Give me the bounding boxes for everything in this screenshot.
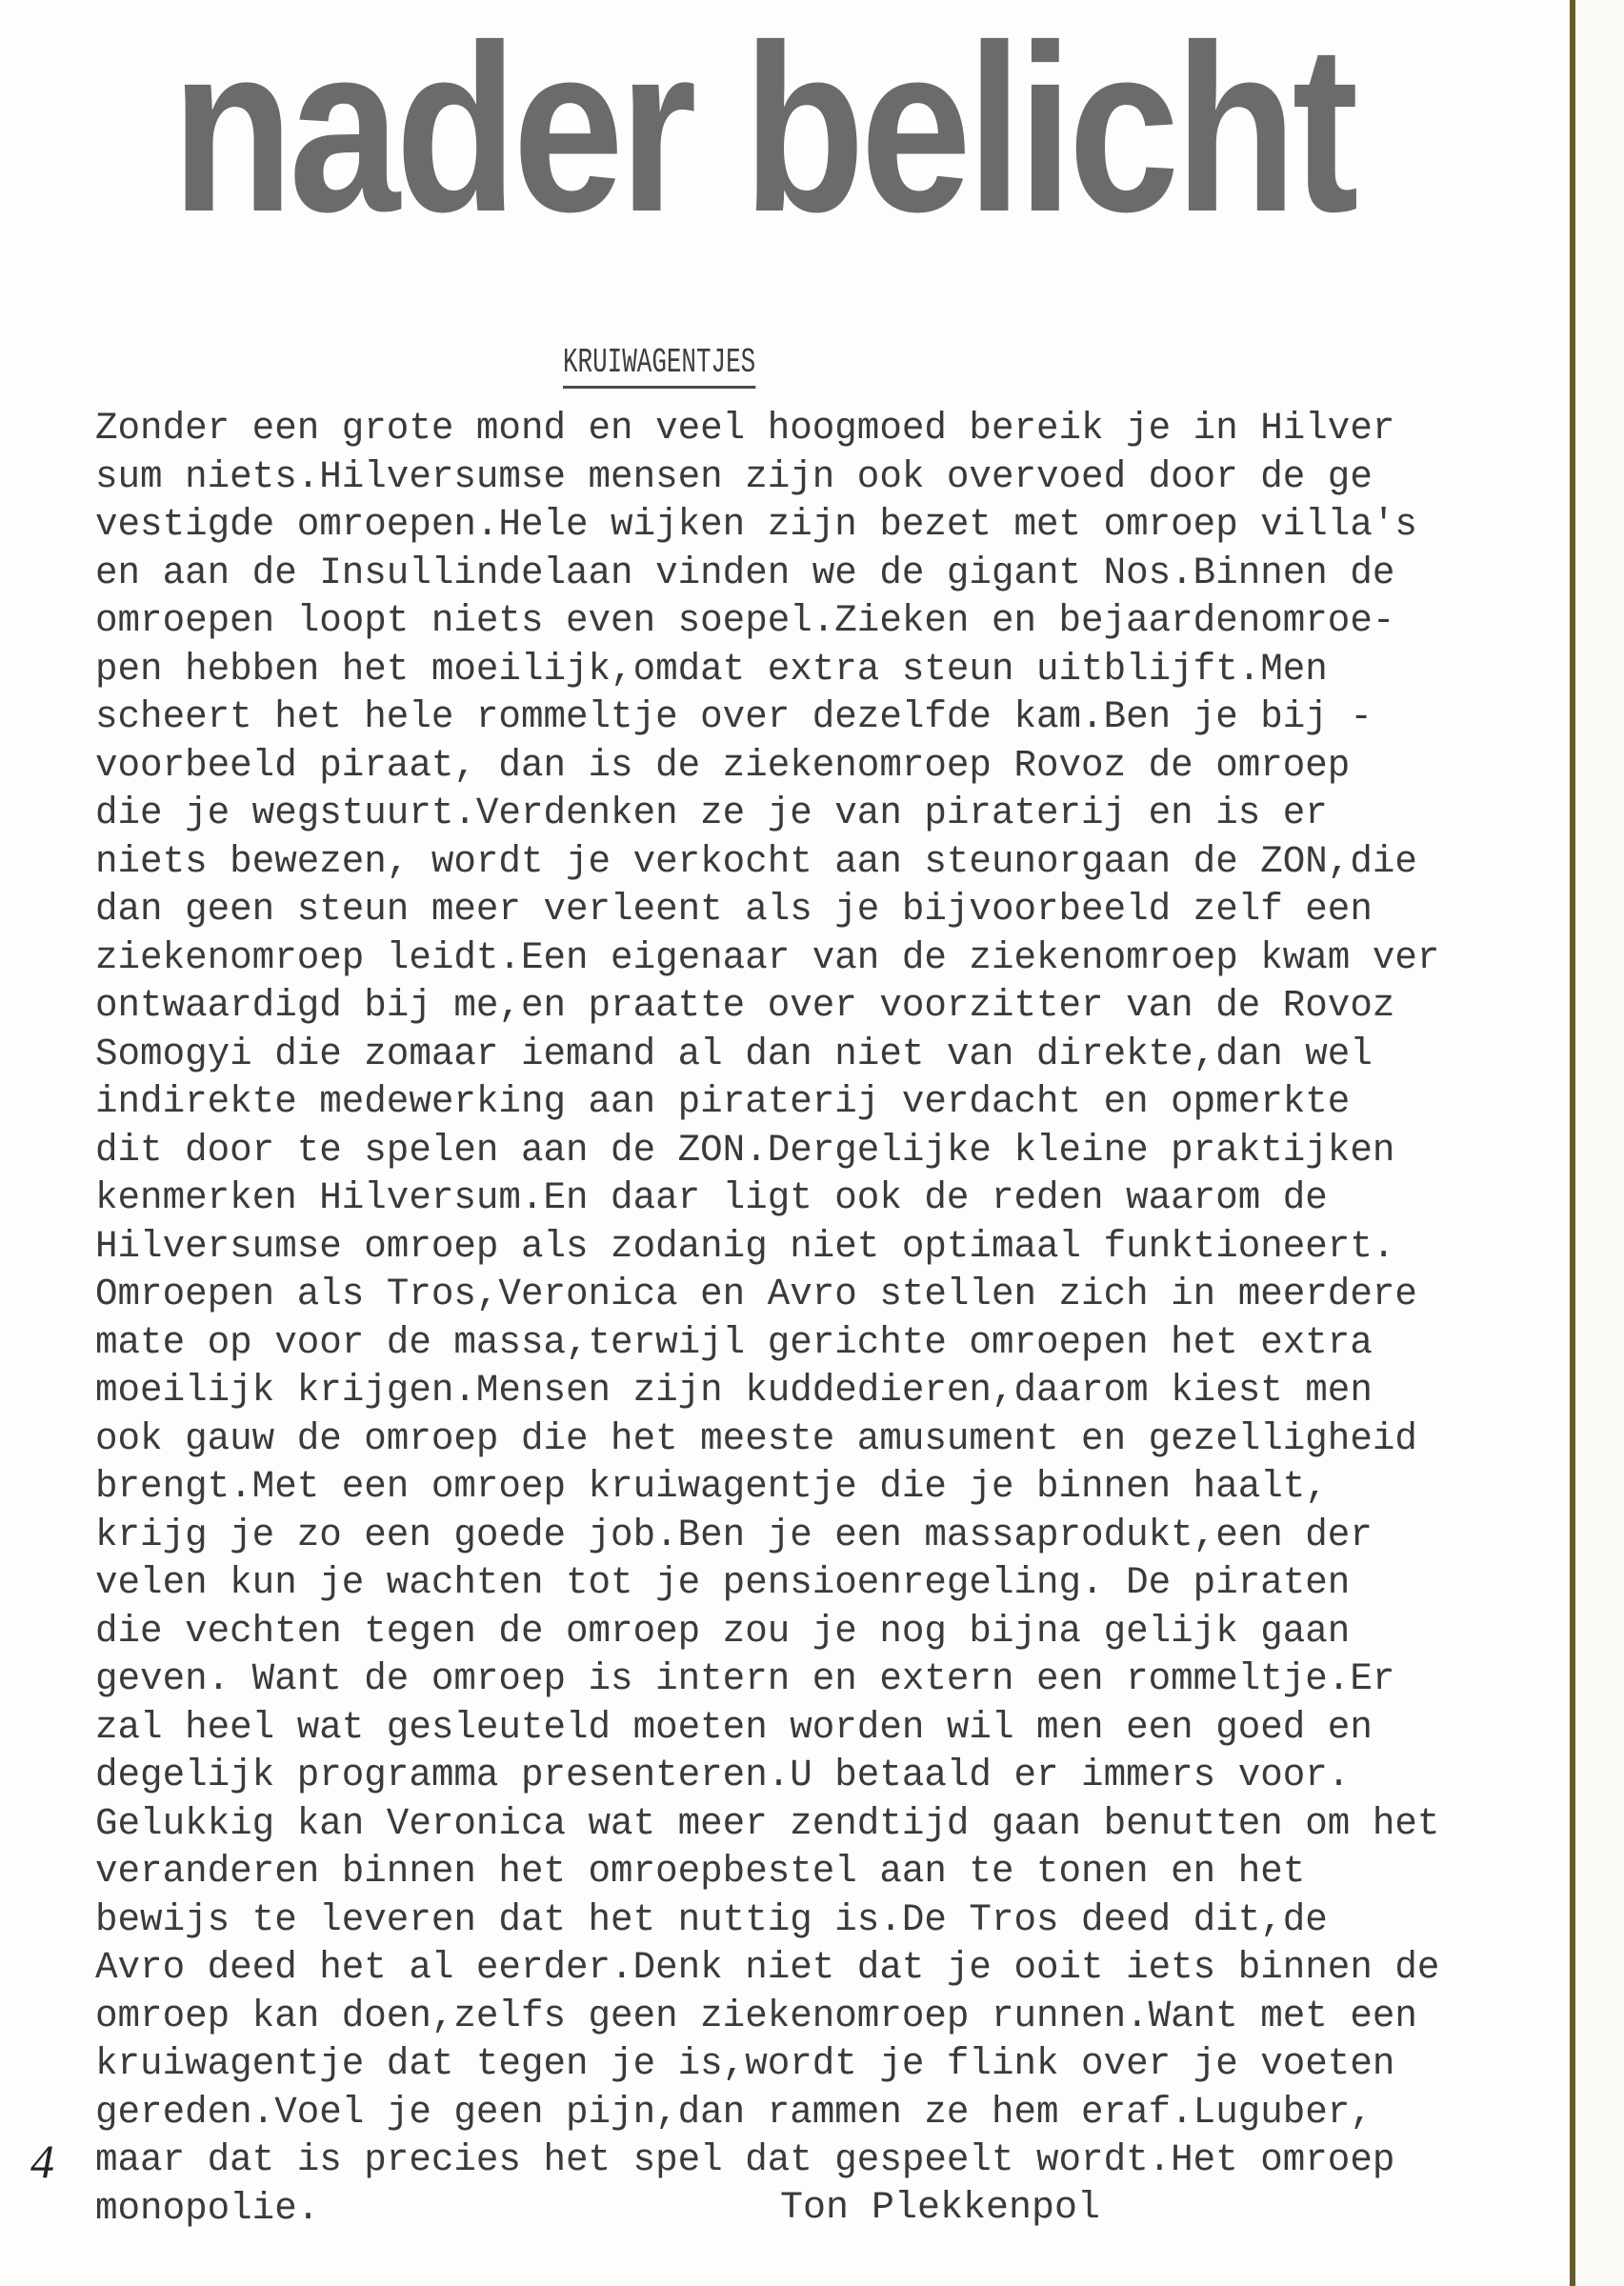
article-line: gereden.Voel je geen pijn,dan rammen ze hem eraf.Luguber, [95, 2091, 1373, 2135]
article-line: bewijs te leveren dat het nuttig is.De Tros deed dit,de [95, 1898, 1328, 1942]
article-line: Omroepen als Tros,Veronica en Avro stellen zich in meerdere [95, 1273, 1417, 1316]
article-line: maar dat is precies het spel dat gespeelt wordt.Het omroep [95, 2139, 1395, 2182]
article-line: Avro deed het al eerder.Denk niet dat je ooit iets binnen de [95, 1947, 1440, 1990]
article-line: kruiwagentje dat tegen je is,wordt je flink over je voeten [95, 2043, 1395, 2086]
article-line: voorbeeld piraat, dan is de ziekenomroep Rovoz de omroep [95, 744, 1351, 788]
article-line: moeilijk krijgen.Mensen zijn kuddedieren,daarom kiest men [95, 1370, 1373, 1413]
masthead-title: nader belicht [171, 0, 1354, 261]
article-author: Ton Plekkenpol [780, 2187, 1101, 2230]
article-line: Hilversumse omroep als zodanig niet optimaal funktioneert. [95, 1225, 1395, 1269]
article-line: geven. Want de omroep is intern en extern een rommeltje.Er [95, 1658, 1395, 1701]
article-line: mate op voor de massa,terwijl gerichte omroepen het extra [95, 1321, 1373, 1365]
page-number: 4 [30, 2135, 54, 2188]
article-line: pen hebben het moeilijk,omdat extra steun uitblijft.Men [95, 648, 1328, 692]
article-line: dit door te spelen aan de ZON.Dergelijke kleine praktijken [95, 1129, 1395, 1173]
article-line: kenmerken Hilversum.En daar ligt ook de reden waarom de [95, 1177, 1328, 1220]
article-line: monopolie. [95, 2187, 320, 2231]
article-line: degelijk programma presenteren.U betaald er immers voor. [95, 1755, 1351, 1797]
article-line: sum niets.Hilversumse mensen zijn ook overvoed door de ge [95, 455, 1373, 499]
article-line: vestigde omroepen.Hele wijken zijn bezet met omroep villa's [95, 504, 1417, 547]
article-line: Zonder een grote mond en veel hoogmoed bereik je in Hilver [95, 408, 1395, 451]
article-line: niets bewezen, wordt je verkocht aan steunorgaan de ZON,die [95, 840, 1417, 884]
article-line: velen kun je wachten tot je pensioenregeling. De piraten [95, 1562, 1351, 1605]
article-line: veranderen binnen het omroepbestel aan te tonen en het [95, 1851, 1306, 1894]
article-line: en aan de Insullindelaan vinden we de gigant Nos.Binnen de [95, 551, 1395, 595]
article-line: Somogyi die zomaar iemand al dan niet van direkte,dan wel [95, 1033, 1373, 1076]
article-line: die je wegstuurt.Verdenken ze je van piraterij en is er [95, 792, 1328, 835]
article-line: omroep kan doen,zelfs geen ziekenomroep runnen.Want met een [95, 1995, 1417, 2038]
article-line: brengt.Met een omroep kruiwagentje die je binnen haalt, [95, 1466, 1328, 1509]
article-line: ook gauw de omroep die het meeste amusument en gezelligheid [95, 1417, 1417, 1461]
article-line: die vechten tegen de omroep zou je nog bijna gelijk gaan [95, 1610, 1351, 1654]
article-line: indirekte medewerking aan piraterij verdacht en opmerkte [95, 1081, 1351, 1124]
article-line: omroepen loopt niets even soepel.Zieken en bejaardenomroe- [95, 600, 1395, 643]
article-line: zal heel wat gesleuteld moeten worden wil men een goed en [95, 1706, 1373, 1750]
article-line: Gelukkig kan Veronica wat meer zendtijd gaan benutten om het [95, 1802, 1440, 1846]
article-line: krijg je zo een goede job.Ben je een massaprodukt,een der [95, 1514, 1373, 1557]
article-line: dan geen steun meer verleent als je bijvoorbeeld zelf een [95, 889, 1373, 932]
article-line: ontwaardigd bij me,en praatte over voorzitter van de Rovoz [95, 985, 1395, 1028]
article-body [95, 406, 1467, 2234]
article-line: scheert het hele rommeltje over dezelfde kam.Ben je bij - [95, 696, 1373, 739]
page-margin [1575, 0, 1624, 2286]
article-line: ziekenomroep leidt.Een eigenaar van de ziekenomroep kwam ver [95, 936, 1440, 980]
article-title: KRUIWAGENTJES [563, 343, 755, 389]
